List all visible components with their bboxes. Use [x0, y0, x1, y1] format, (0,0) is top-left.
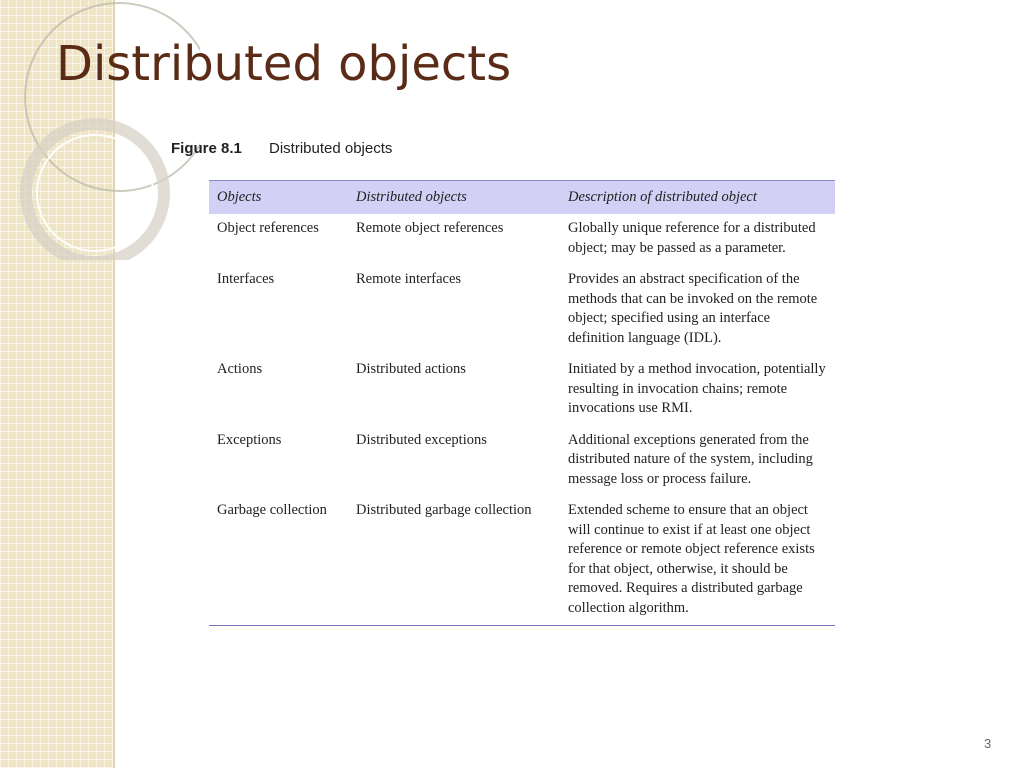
cell-description: Initiated by a method invocation, potentially resulting in invocation chains; remote invocations use RMI.	[568, 361, 826, 416]
cell-object: Object references	[217, 220, 319, 236]
cell-object: Interfaces	[217, 271, 275, 287]
cell-distributed-object: Distributed garbage collection	[348, 496, 560, 626]
cell-distributed-object: Remote object references	[356, 220, 504, 236]
distributed-objects-table	[209, 180, 835, 626]
cell-description: Provides an abstract specification of the methods that can be invoked on the remote object; specified using an interface definition language (IDL).	[568, 271, 818, 346]
decorative-ring	[36, 134, 154, 252]
table-row	[209, 426, 835, 497]
cell-description: Additional exceptions generated from the distributed nature of the system, including message loss or process failure.	[568, 431, 813, 487]
header-objects: Objects	[209, 181, 348, 215]
figure-caption	[171, 140, 392, 157]
cell-object: Actions	[217, 361, 263, 377]
table-row	[209, 355, 835, 426]
cell-object: Exceptions	[217, 431, 282, 448]
cell-description: Globally unique reference for a distributed object; may be passed as a parameter.	[568, 220, 816, 256]
header-description: Description of distributed object	[560, 181, 835, 215]
table-row	[209, 265, 835, 355]
cell-description: Extended scheme to ensure that an object will continue to exist if at least one object reference or remote object reference exists for that object, otherwise, it should be removed. Requires a distributed garbage collection algorithm.	[560, 496, 835, 626]
table-header-row	[209, 181, 835, 215]
table-row	[209, 496, 835, 626]
figure-caption-text: Distributed objects	[269, 140, 393, 157]
table-row	[209, 214, 835, 265]
header-distributed-objects: Distributed objects	[348, 181, 560, 215]
cell-distributed-object: Remote interfaces	[356, 271, 462, 287]
slide-title: Distributed objects	[56, 36, 512, 92]
cell-distributed-object: Distributed actions	[356, 361, 466, 377]
cell-object: Garbage collection	[209, 496, 348, 626]
figure-number: Figure 8.1	[171, 140, 242, 157]
page-number: 3	[984, 736, 992, 751]
cell-distributed-object: Distributed exceptions	[356, 431, 487, 448]
